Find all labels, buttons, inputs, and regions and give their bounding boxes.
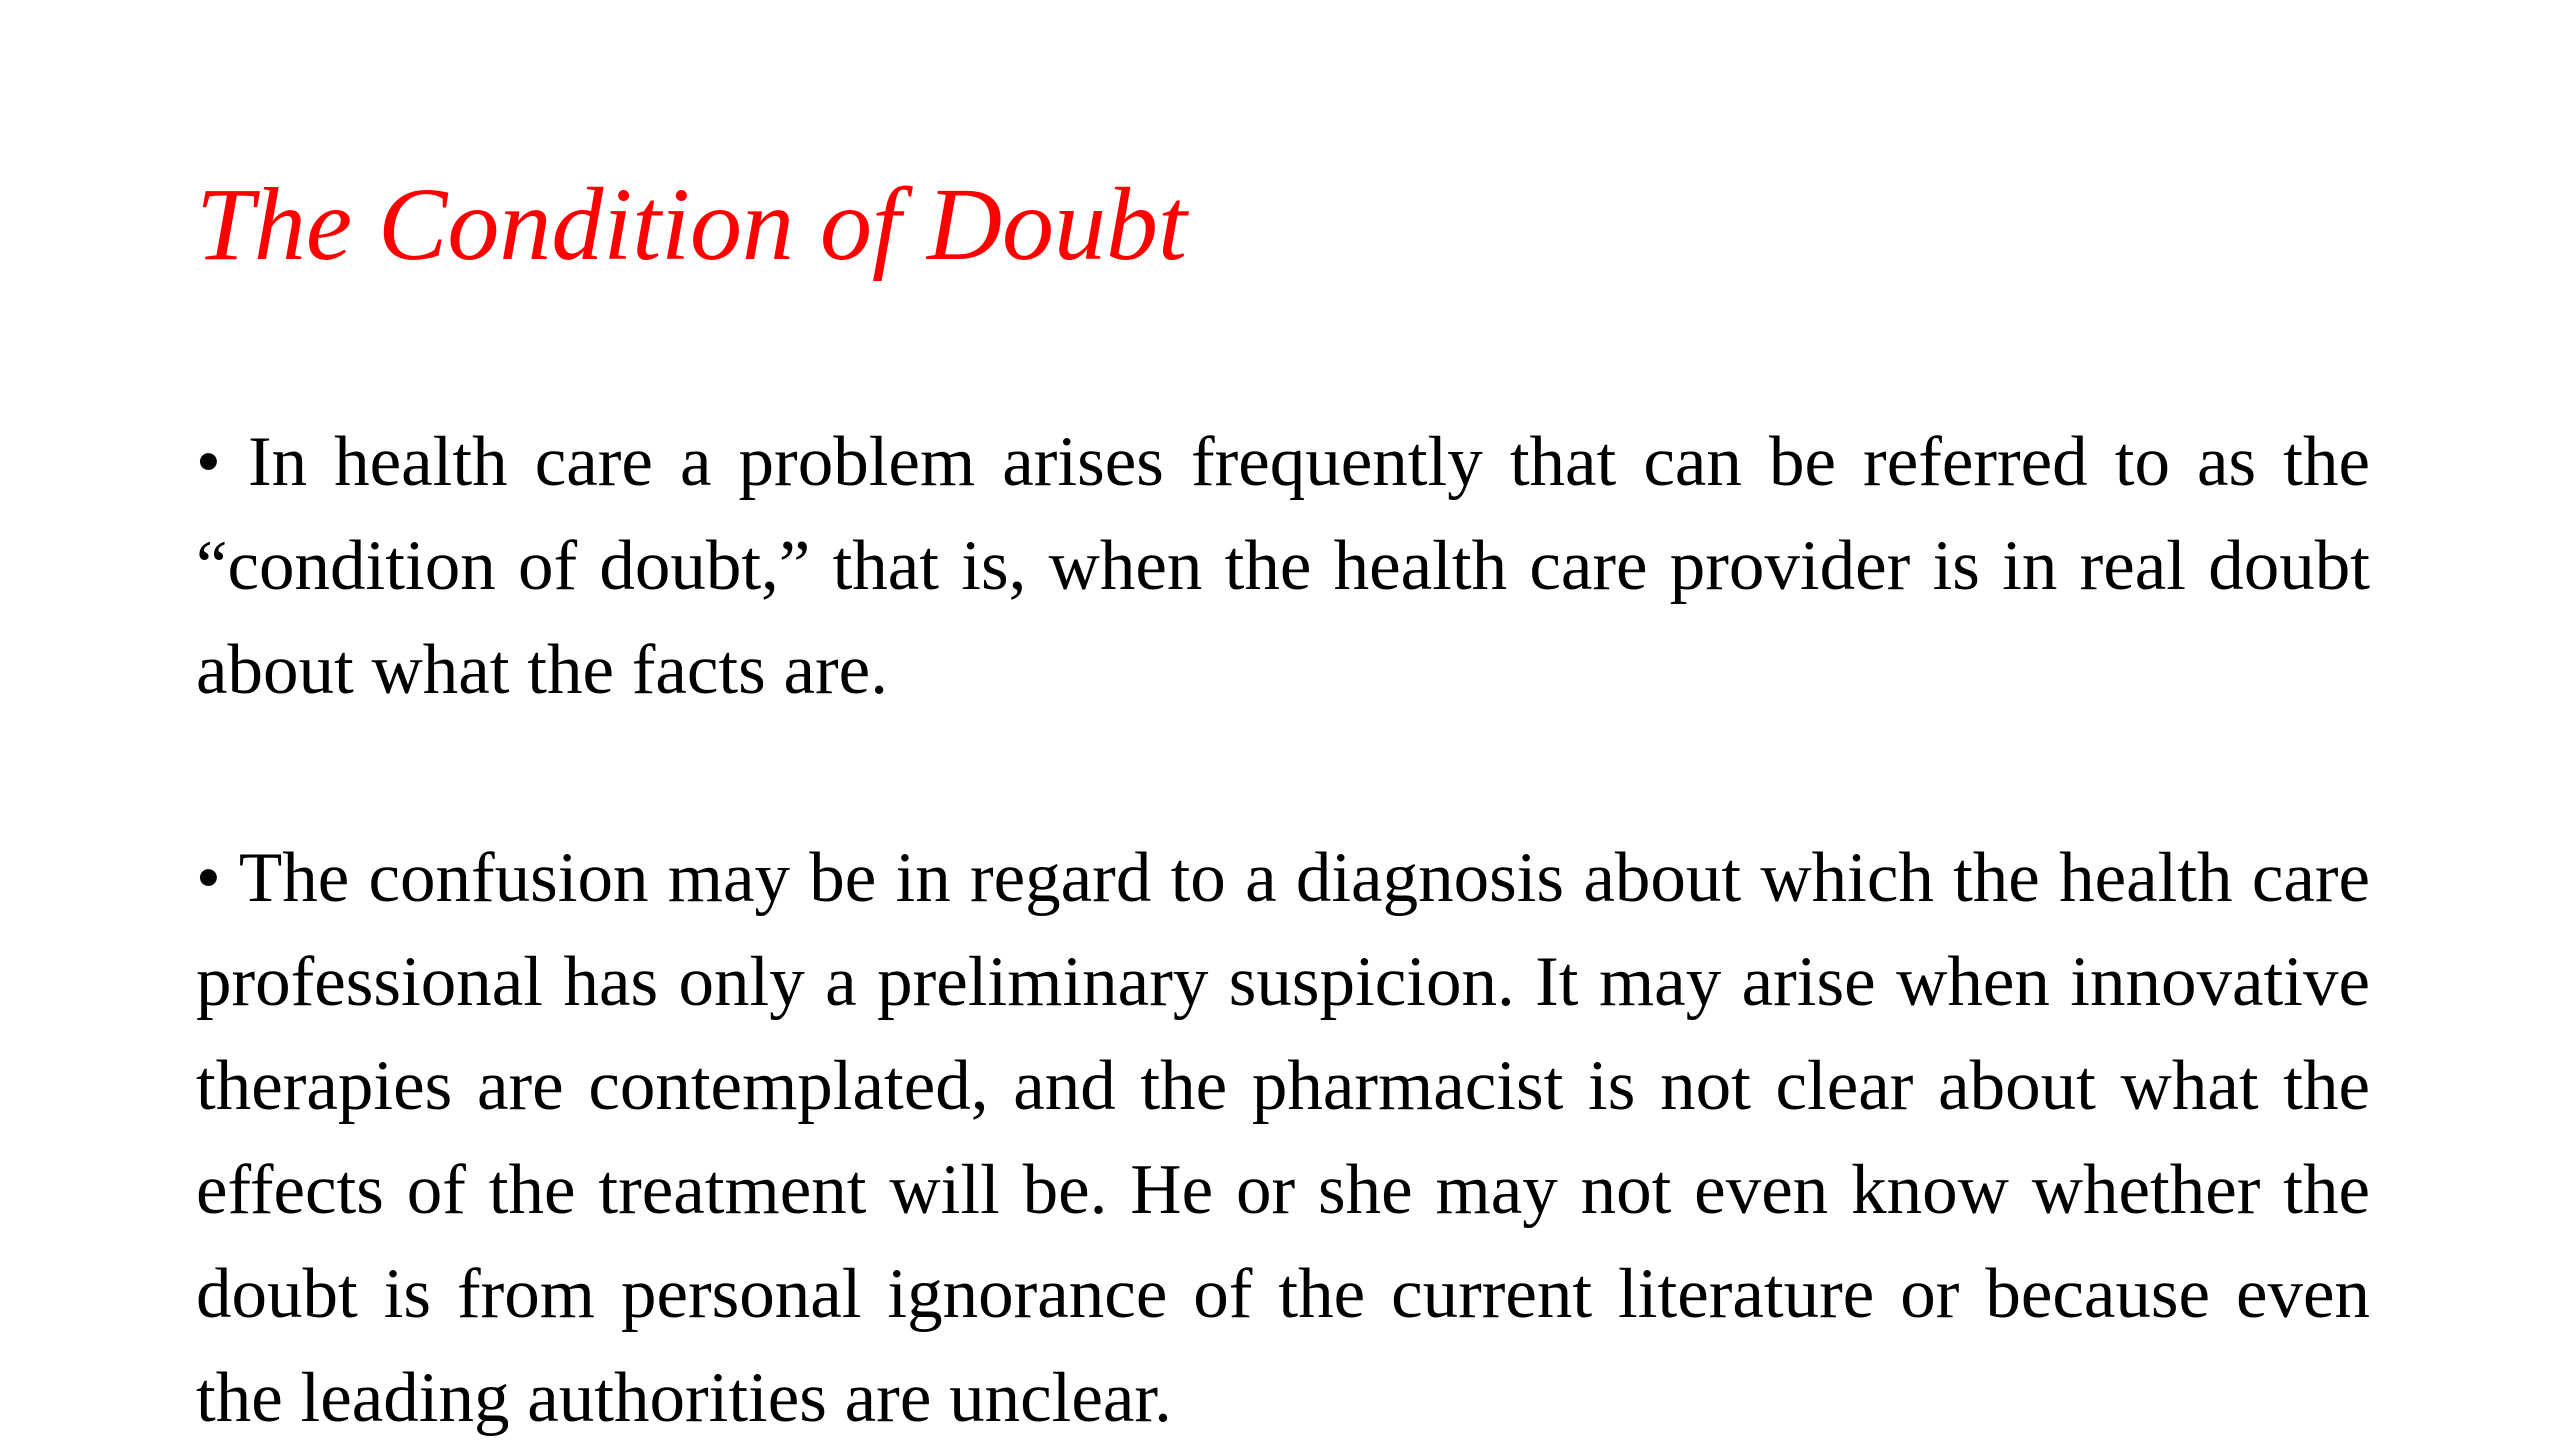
bullet-text: The confusion may be in regard to a diagnosis about which the health care professional has only a preliminary suspicion. It may arise when innovative therapies are contemplated, and the pharmacist is not clear about what the effects of the treatment will be. He or she may not even know whether the doubt is from personal ignorance of the current literature or because even the leading authorities are unclear. <box>196 839 2371 1437</box>
slide-body <box>196 410 2370 1440</box>
slide-title: The Condition of Doubt <box>196 167 1187 282</box>
bullet-item-2 <box>196 826 2370 1440</box>
bullet-item-1 <box>196 410 2370 722</box>
bullet-marker: • <box>196 423 221 501</box>
bullet-text: In health care a problem arises frequently that can be referred to as the “condition of doubt,” that is, when the health care provider is in real doubt about what the facts are. <box>196 423 2371 709</box>
bullet-marker: • <box>196 839 221 917</box>
